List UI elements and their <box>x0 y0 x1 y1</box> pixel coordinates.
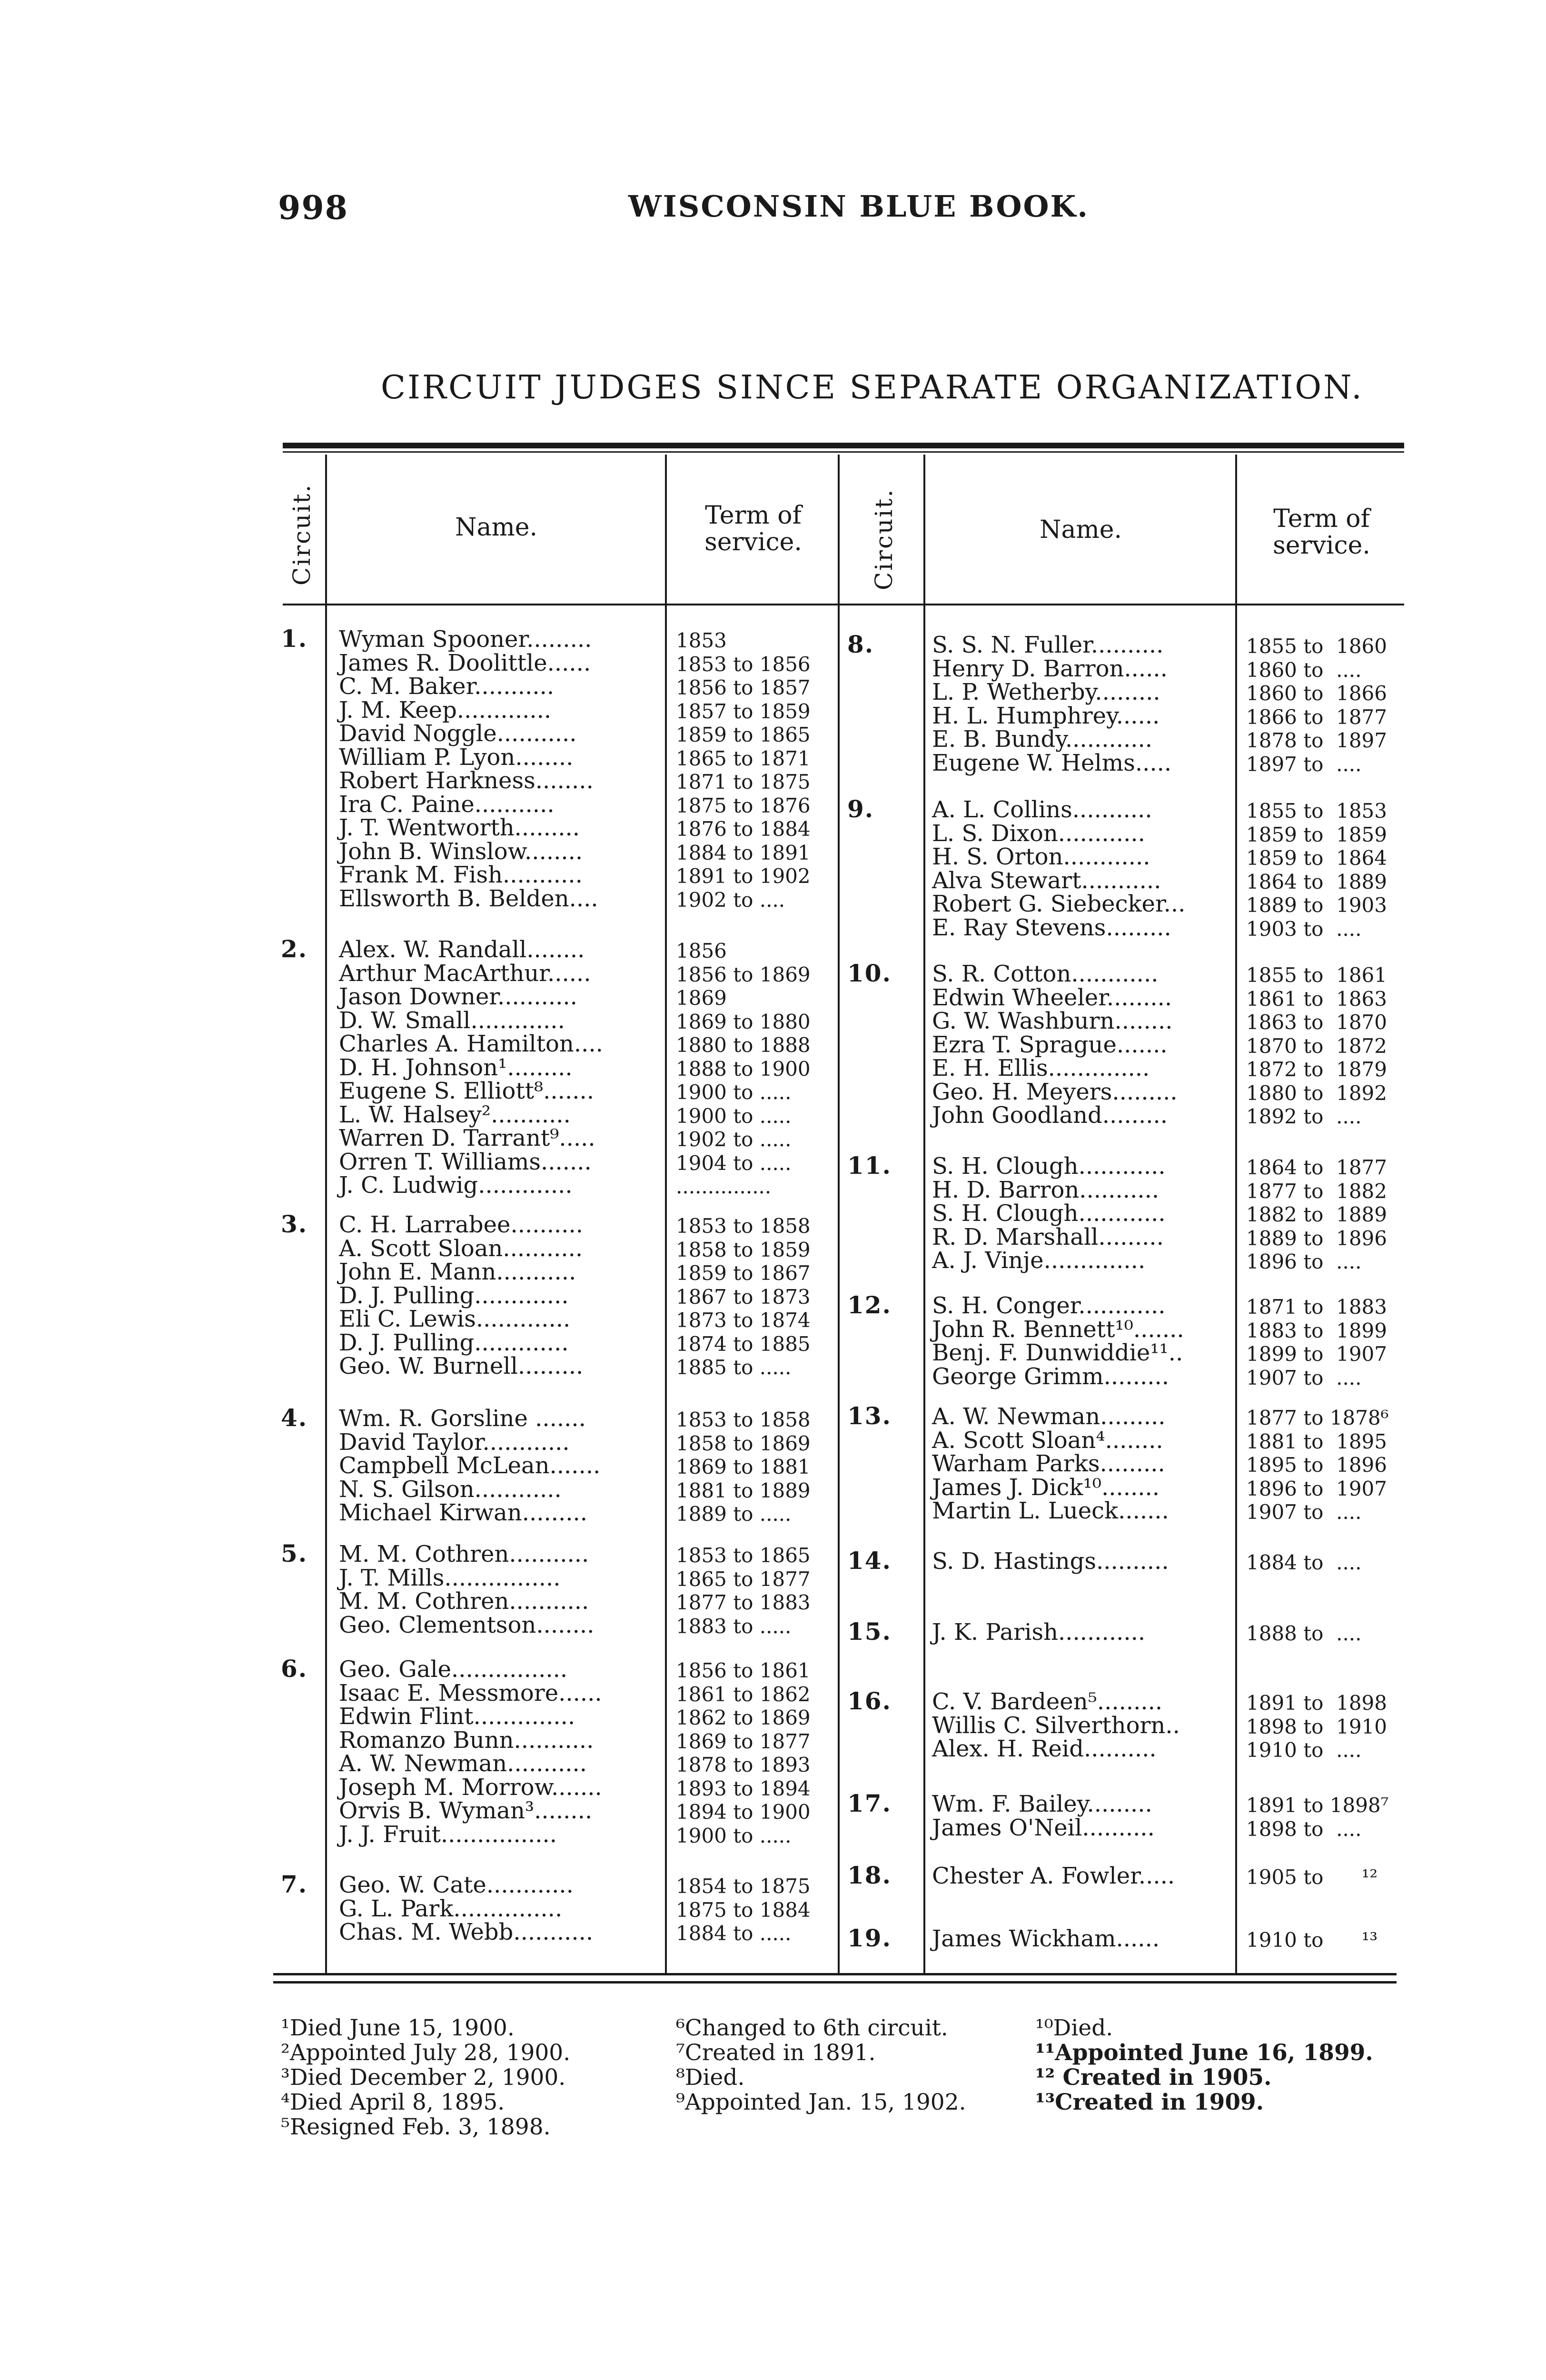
judge-name: M. M. Cothren........... <box>339 1541 589 1567</box>
judge-name: Orvis B. Wyman³........ <box>339 1797 593 1824</box>
judge-name: J. T. Wentworth......... <box>339 814 580 841</box>
term-of-service: 1869 to 1877 <box>676 1729 811 1753</box>
term-of-service: 1858 to 1869 <box>676 1431 811 1455</box>
circuit-number: 10. <box>847 959 892 987</box>
judge-name: Geo. W. Burnell......... <box>339 1353 584 1379</box>
judge-name: Romanzo Bunn........... <box>339 1726 594 1754</box>
term-of-service: 1889 to 1903 <box>1246 893 1387 917</box>
circuit-number: 2. <box>281 935 308 963</box>
judge-name: Geo. Gale................ <box>339 1656 568 1683</box>
term-of-service: 1907 to .... <box>1246 1366 1362 1389</box>
judge-name: D. J. Pulling............. <box>339 1282 569 1309</box>
judge-name: G. L. Park............... <box>339 1895 563 1922</box>
term-of-service: 1891 to 1902 <box>676 864 811 888</box>
footnote: ¹² Created in 1905. <box>1035 2064 1272 2091</box>
header-term-line2: service. <box>704 528 802 556</box>
term-of-service: 1880 to 1888 <box>676 1033 811 1057</box>
term-of-service: 1869 <box>676 986 727 1010</box>
judge-name: L. S. Dixon............ <box>932 820 1145 847</box>
judge-name: John B. Winslow........ <box>339 838 583 865</box>
term-of-service: 1869 to 1880 <box>676 1010 811 1033</box>
term-of-service: 1859 to 1864 <box>1246 846 1387 870</box>
judge-name: James Wickham...... <box>932 1925 1160 1952</box>
term-of-service: 1857 to 1859 <box>676 699 811 723</box>
term-of-service: 1904 to ..... <box>676 1151 792 1175</box>
judge-name: James O'Neil.......... <box>932 1814 1155 1841</box>
judge-name: H. D. Barron........... <box>932 1176 1160 1203</box>
judge-name: Martin L. Lueck....... <box>932 1497 1169 1524</box>
judge-name: Ezra T. Sprague....... <box>932 1031 1168 1058</box>
judge-name: David Taylor............ <box>339 1428 570 1456</box>
judge-name: J. T. Mills................ <box>339 1564 561 1591</box>
bottom-rule <box>273 1973 1397 1975</box>
judge-name: Jason Downer........... <box>339 983 577 1010</box>
term-of-service: 1853 to 1865 <box>676 1544 811 1567</box>
judge-name: Robert Harkness........ <box>339 767 594 794</box>
term-of-service: 1861 to 1862 <box>676 1682 811 1706</box>
term-of-service: 1869 to 1881 <box>676 1455 811 1478</box>
circuit-number: 4. <box>281 1404 308 1432</box>
page-number: 998 <box>278 189 348 227</box>
term-of-service: 1897 to .... <box>1246 752 1362 776</box>
term-of-service: 1884 to ..... <box>676 1922 792 1945</box>
term-of-service: 1899 to 1907 <box>1246 1342 1387 1366</box>
judge-name: E. B. Bundy............ <box>932 726 1153 753</box>
judge-name: A. J. Vinje.............. <box>932 1247 1146 1274</box>
header-term-left <box>669 502 838 555</box>
judge-name: E. H. Ellis.............. <box>932 1055 1150 1081</box>
judge-name: Alex. H. Reid.......... <box>932 1735 1157 1762</box>
term-of-service: 1862 to 1869 <box>676 1706 811 1729</box>
judge-name: C. H. Larrabee.......... <box>339 1211 584 1238</box>
term-of-service: 1883 to 1899 <box>1246 1319 1387 1342</box>
judge-name: John Goodland......... <box>932 1102 1168 1129</box>
judge-name: Chester A. Fowler..... <box>932 1863 1175 1889</box>
term-of-service: 1858 to 1859 <box>676 1238 811 1261</box>
term-of-service: 1860 to .... <box>1246 658 1362 682</box>
table-title: CIRCUIT JUDGES SINCE SEPARATE ORGANIZATION. <box>381 369 1364 407</box>
term-of-service: 1889 to 1896 <box>1246 1226 1387 1250</box>
judge-name: Frank M. Fish........... <box>339 862 583 888</box>
term-of-service: 1853 <box>676 629 727 652</box>
term-of-service: 1854 to 1875 <box>676 1874 811 1898</box>
circuit-number: 9. <box>847 795 874 823</box>
term-of-service: 1859 to 1867 <box>676 1261 811 1285</box>
judge-name: James J. Dick¹⁰........ <box>932 1474 1160 1501</box>
header-term-line1: Term of <box>1273 505 1370 533</box>
term-of-service: 1881 to 1889 <box>676 1478 811 1502</box>
circuit-number: 6. <box>281 1655 308 1683</box>
circuit-number: 17. <box>847 1789 892 1817</box>
judge-name: Ellsworth B. Belden.... <box>339 885 598 912</box>
circuit-number: 15. <box>847 1617 892 1646</box>
judge-name: Alva Stewart........... <box>932 867 1161 894</box>
term-of-service: 1873 to 1874 <box>676 1309 811 1332</box>
judge-name: Campbell McLean....... <box>339 1452 601 1479</box>
divider-circuit-name-right <box>923 455 925 1973</box>
term-of-service: 1859 to 1865 <box>676 723 811 746</box>
judge-name: N. S. Gilson............ <box>339 1476 562 1503</box>
term-of-service: 1856 to 1869 <box>676 962 811 986</box>
circuit-number: 14. <box>847 1547 892 1575</box>
header-term-line2: service. <box>1273 531 1370 560</box>
term-of-service: 1888 to 1900 <box>676 1057 811 1081</box>
header-term-right <box>1239 506 1404 559</box>
term-of-service: 1860 to 1866 <box>1246 682 1387 705</box>
term-of-service: 1856 <box>676 939 727 962</box>
circuit-number: 1. <box>281 625 308 653</box>
divider-name-term-right <box>1235 455 1237 1973</box>
term-of-service: 1871 to 1875 <box>676 770 811 793</box>
term-of-service: 1874 to 1885 <box>676 1332 811 1356</box>
term-of-service: 1898 to 1910 <box>1246 1715 1387 1738</box>
term-of-service: 1856 to 1857 <box>676 676 811 699</box>
header-term-line1: Term of <box>705 501 802 530</box>
term-of-service: 1900 to ..... <box>676 1824 792 1847</box>
judge-name: H. S. Orton............ <box>932 843 1150 870</box>
judge-name: A. Scott Sloan........... <box>339 1235 583 1262</box>
judge-name: C. V. Bardeen⁵......... <box>932 1688 1163 1715</box>
term-of-service: 1876 to 1884 <box>676 817 811 841</box>
term-of-service: 1855 to 1860 <box>1246 635 1387 658</box>
divider-circuit-name-left <box>325 455 327 1973</box>
term-of-service: 1878 to 1893 <box>676 1753 811 1776</box>
judge-name: A. Scott Sloan⁴........ <box>932 1427 1163 1454</box>
term-of-service: 1871 to 1883 <box>1246 1295 1387 1319</box>
circuit-number: 5. <box>281 1539 308 1567</box>
judge-name: Warren D. Tarrant⁹..... <box>339 1125 595 1151</box>
term-of-service: 1872 to 1879 <box>1246 1058 1387 1081</box>
term-of-service: 1881 to 1895 <box>1246 1429 1387 1453</box>
term-of-service: 1877 to 1878⁶ <box>1246 1406 1389 1429</box>
term-of-service: 1861 to 1863 <box>1246 987 1387 1011</box>
judge-name: L. W. Halsey²........... <box>339 1101 571 1128</box>
judge-name: Alex. W. Randall........ <box>339 936 585 963</box>
judge-name: Michael Kirwan......... <box>339 1499 588 1526</box>
judge-name: Benj. F. Dunwiddie¹¹.. <box>932 1339 1183 1366</box>
judge-name: A. W. Newman......... <box>932 1403 1166 1430</box>
judge-name: J. J. Fruit................ <box>339 1821 557 1848</box>
term-of-service: 1882 to 1889 <box>1246 1203 1387 1226</box>
footnote: ⁶Changed to 6th circuit. <box>676 2015 948 2041</box>
term-of-service: ............... <box>676 1175 772 1198</box>
circuit-number: 11. <box>847 1151 892 1180</box>
judge-name: Wm. R. Gorsline ....... <box>339 1405 586 1432</box>
term-of-service: 1859 to 1859 <box>1246 823 1387 846</box>
judge-name: Eugene W. Helms..... <box>932 749 1172 776</box>
judge-name: J. M. Keep............. <box>339 696 552 724</box>
judge-name: L. P. Wetherby......... <box>932 679 1160 705</box>
circuit-number: 13. <box>847 1402 892 1430</box>
circuit-number: 16. <box>847 1687 892 1715</box>
term-of-service: 1864 to 1877 <box>1246 1156 1387 1179</box>
header-circuit-left: Circuit. <box>288 483 316 585</box>
judge-name: James R. Doolittle...... <box>339 649 591 676</box>
circuit-number: 8. <box>847 630 874 658</box>
header-name-right: Name. <box>1039 516 1122 544</box>
term-of-service: 1896 to 1907 <box>1246 1477 1387 1500</box>
judge-name: Charles A. Hamilton.... <box>339 1031 603 1057</box>
term-of-service: 1884 to .... <box>1246 1551 1362 1574</box>
term-of-service: 1907 to .... <box>1246 1500 1362 1524</box>
term-of-service: 1878 to 1897 <box>1246 729 1387 752</box>
divider-term-circuit-right <box>838 455 840 1973</box>
judge-name: Joseph M. Morrow....... <box>339 1774 602 1801</box>
circuit-number: 12. <box>847 1291 892 1319</box>
footnote: ⁷Created in 1891. <box>676 2040 876 2066</box>
circuit-number: 3. <box>281 1210 308 1238</box>
term-of-service: 1896 to .... <box>1246 1250 1362 1273</box>
circuit-number: 7. <box>281 1870 308 1898</box>
judge-name: Chas. M. Webb........... <box>339 1919 594 1945</box>
judge-name: David Noggle........... <box>339 720 577 747</box>
judge-name: J. K. Parish............ <box>932 1619 1146 1646</box>
header-circuit-right: Circuit. <box>870 488 898 590</box>
term-of-service: 1891 to 1898 <box>1246 1691 1387 1715</box>
judge-name: Arthur MacArthur...... <box>339 960 591 987</box>
judge-name: D. W. Small............. <box>339 1007 565 1034</box>
term-of-service: 1894 to 1900 <box>676 1800 811 1824</box>
judge-name: D. H. Johnson¹......... <box>339 1054 573 1081</box>
judge-name: Edwin Wheeler......... <box>932 984 1172 1011</box>
judge-name: Geo. W. Cate............ <box>339 1872 574 1898</box>
judge-name: John R. Bennett¹⁰....... <box>932 1316 1184 1343</box>
judge-name: A. L. Collins........... <box>932 796 1152 823</box>
footnote: ²Appointed July 28, 1900. <box>281 2040 571 2066</box>
top-thick-rule <box>283 443 1404 448</box>
footnote: ⁸Died. <box>676 2064 745 2091</box>
term-of-service: 1870 to 1872 <box>1246 1034 1387 1058</box>
term-of-service: 1900 to ..... <box>676 1104 792 1128</box>
judge-name: Isaac E. Messmore...... <box>339 1679 602 1706</box>
term-of-service: 1910 to ¹³ <box>1246 1928 1378 1952</box>
judge-name: Geo. Clementson........ <box>339 1611 595 1638</box>
judge-name: Willis C. Silverthorn.. <box>932 1712 1180 1739</box>
footnote: ³Died December 2, 1900. <box>281 2064 566 2091</box>
judge-name: S. H. Conger............ <box>932 1292 1166 1319</box>
term-of-service: 1889 to ..... <box>676 1502 792 1526</box>
term-of-service: 1905 to ¹² <box>1246 1865 1378 1889</box>
judge-name: A. W. Newman........... <box>339 1750 587 1777</box>
bottom-rule-2 <box>273 1981 1397 1983</box>
term-of-service: 1853 to 1858 <box>676 1408 811 1431</box>
term-of-service: 1865 to 1871 <box>676 746 811 770</box>
term-of-service: 1892 to .... <box>1246 1105 1362 1128</box>
term-of-service: 1902 to .... <box>676 888 785 912</box>
judge-name: S. H. Clough............ <box>932 1200 1166 1227</box>
header-name-left: Name. <box>455 513 538 542</box>
judge-name: S. H. Clough............ <box>932 1153 1166 1180</box>
term-of-service: 1853 to 1858 <box>676 1214 811 1238</box>
term-of-service: 1902 to ..... <box>676 1128 792 1151</box>
judge-name: G. W. Washburn........ <box>932 1008 1173 1034</box>
judge-name: H. L. Humphrey...... <box>932 702 1160 729</box>
term-of-service: 1891 to 1898⁷ <box>1246 1794 1389 1817</box>
term-of-service: 1903 to .... <box>1246 917 1362 941</box>
judge-name: J. C. Ludwig............. <box>339 1172 573 1199</box>
term-of-service: 1865 to 1877 <box>676 1567 811 1591</box>
running-head: WISCONSIN BLUE BOOK. <box>628 189 1090 224</box>
judge-name: Geo. H. Meyers......... <box>932 1078 1178 1105</box>
judge-name: S. S. N. Fuller.......... <box>932 632 1164 658</box>
term-of-service: 1895 to 1896 <box>1246 1453 1387 1477</box>
top-thin-rule <box>283 451 1404 453</box>
footnote: ⁹Appointed Jan. 15, 1902. <box>676 2089 966 2115</box>
judge-name: Henry D. Barron...... <box>932 655 1168 682</box>
judge-name: M. M. Cothren........... <box>339 1588 589 1615</box>
judge-name: William P. Lyon........ <box>339 744 574 771</box>
judge-name: Wm. F. Bailey......... <box>932 1791 1152 1817</box>
divider-name-term-left <box>665 455 667 1973</box>
term-of-service: 1875 to 1884 <box>676 1898 811 1922</box>
term-of-service: 1855 to 1861 <box>1246 963 1387 987</box>
term-of-service: 1855 to 1853 <box>1246 799 1387 823</box>
judge-name: Eli C. Lewis............. <box>339 1306 571 1332</box>
term-of-service: 1885 to ..... <box>676 1356 792 1379</box>
judge-name: D. J. Pulling............. <box>339 1329 569 1356</box>
term-of-service: 1864 to 1889 <box>1246 870 1387 893</box>
judge-name: S. D. Hastings.......... <box>932 1548 1169 1575</box>
judge-name: John E. Mann........... <box>339 1259 576 1285</box>
term-of-service: 1880 to 1892 <box>1246 1081 1387 1105</box>
circuit-number: 18. <box>847 1861 892 1889</box>
judge-name: E. Ray Stevens......... <box>932 914 1171 941</box>
judge-name: Edwin Flint.............. <box>339 1703 575 1730</box>
judge-name: Orren T. Williams....... <box>339 1148 592 1175</box>
judge-name: Robert G. Siebecker... <box>932 891 1186 917</box>
judge-name: Wyman Spooner......... <box>339 626 592 653</box>
footnote: ¹⁰Died. <box>1035 2015 1113 2041</box>
judge-name: S. R. Cotton............ <box>932 961 1159 987</box>
term-of-service: 1898 to .... <box>1246 1817 1362 1841</box>
term-of-service: 1866 to 1877 <box>1246 705 1387 729</box>
term-of-service: 1884 to 1891 <box>676 841 811 864</box>
judge-name: R. D. Marshall......... <box>932 1223 1164 1250</box>
term-of-service: 1893 to 1894 <box>676 1776 811 1800</box>
term-of-service: 1877 to 1882 <box>1246 1179 1387 1203</box>
term-of-service: 1883 to ..... <box>676 1614 792 1638</box>
term-of-service: 1863 to 1870 <box>1246 1011 1387 1034</box>
judge-name: George Grimm......... <box>932 1363 1169 1390</box>
judge-name: Warham Parks......... <box>932 1450 1165 1477</box>
term-of-service: 1877 to 1883 <box>676 1591 811 1614</box>
term-of-service: 1910 to .... <box>1246 1738 1362 1762</box>
footnote: ⁴Died April 8, 1895. <box>281 2089 505 2115</box>
term-of-service: 1856 to 1861 <box>676 1659 811 1682</box>
footnote: ¹³Created in 1909. <box>1035 2089 1264 2115</box>
term-of-service: 1888 to .... <box>1246 1622 1362 1645</box>
judge-name: C. M. Baker........... <box>339 673 555 700</box>
judge-name: Eugene S. Elliott⁸....... <box>339 1078 594 1104</box>
circuit-number: 19. <box>847 1924 892 1952</box>
term-of-service: 1853 to 1856 <box>676 652 811 676</box>
term-of-service: 1875 to 1876 <box>676 793 811 817</box>
footnote: ¹Died June 15, 1900. <box>281 2015 515 2041</box>
footnote: ⁵Resigned Feb. 3, 1898. <box>281 2114 551 2140</box>
term-of-service: 1900 to ..... <box>676 1081 792 1104</box>
footnote: ¹¹Appointed June 16, 1899. <box>1035 2040 1373 2066</box>
term-of-service: 1867 to 1873 <box>676 1285 811 1309</box>
judge-name: Ira C. Paine........... <box>339 791 555 818</box>
